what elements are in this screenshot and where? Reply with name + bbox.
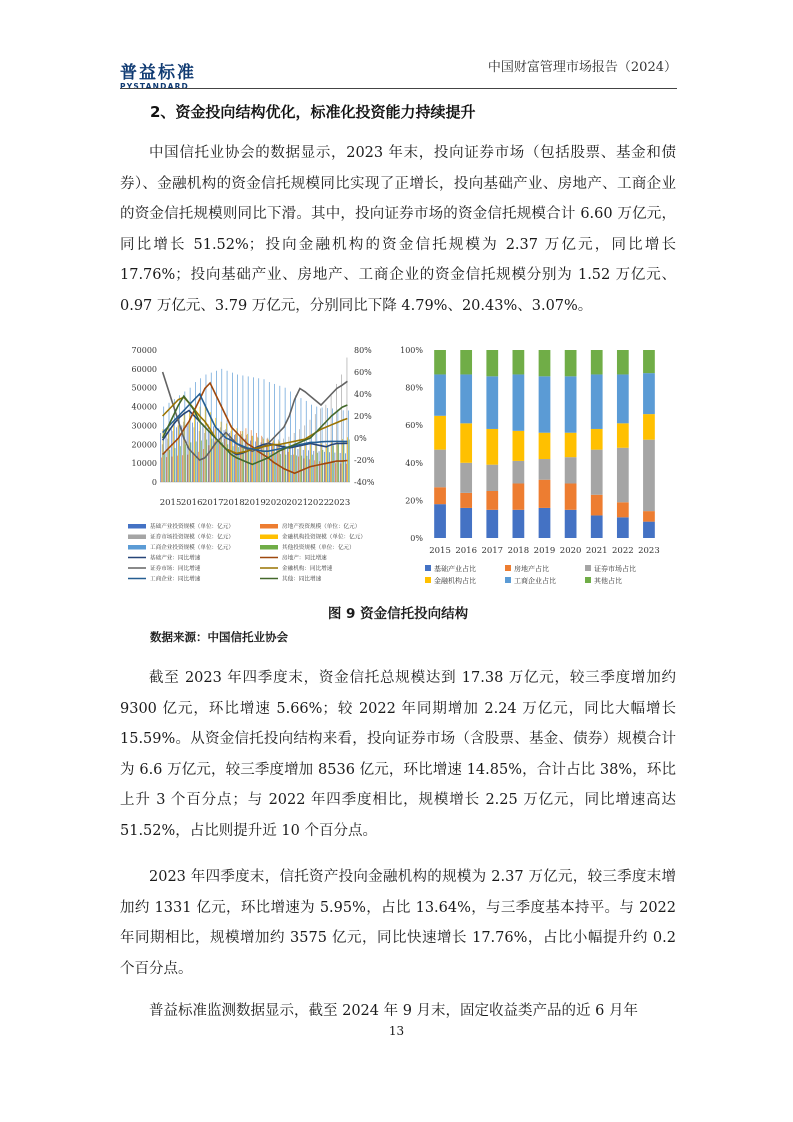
bar — [221, 422, 222, 482]
bar — [287, 447, 288, 482]
stacked-bar-segment — [591, 429, 603, 450]
bar — [338, 409, 339, 482]
y-tick-label: 80% — [405, 383, 423, 393]
bar — [288, 452, 289, 482]
bar — [254, 450, 255, 482]
bar — [279, 441, 280, 482]
bar — [209, 445, 210, 482]
y-tick-label: 20000 — [131, 440, 157, 450]
y2-tick-label: 40% — [354, 390, 372, 399]
bar — [218, 428, 219, 482]
legend-swatch — [128, 524, 146, 529]
legend-label: 工商企业占比 — [514, 577, 556, 585]
stacked-bar-segment — [434, 487, 446, 504]
body-paragraph: 普益标准监测数据显示，截至 2024 年 9 月末，固定收益类产品的近 6 月年 — [149, 1003, 639, 1019]
stacked-bar-segment — [460, 374, 472, 423]
bar — [280, 386, 281, 482]
legend-label: 房地产：同比增速 — [282, 555, 327, 562]
bar — [296, 455, 297, 482]
logo-subtitle: PYSTANDARD — [120, 82, 189, 91]
bar — [160, 433, 161, 482]
stacked-bar-segment — [617, 448, 629, 503]
publisher-logo — [120, 64, 196, 91]
legend-swatch — [128, 535, 146, 540]
stacked-bar-segment — [513, 350, 525, 374]
investment-scale-chart — [128, 346, 375, 583]
bar — [168, 425, 169, 482]
bar — [184, 412, 185, 482]
x-tick-label: 2021 — [585, 546, 608, 556]
bar — [201, 441, 202, 482]
stacked-bar-segment — [565, 350, 577, 376]
bar — [322, 408, 323, 482]
legend-label: 工商企业投资规模（单位：亿元） — [150, 545, 234, 551]
bar — [252, 436, 253, 482]
bar — [237, 375, 238, 482]
x-tick-label: 2023 — [638, 546, 660, 556]
x-tick-label: 2019 — [533, 546, 556, 556]
bar — [319, 451, 320, 482]
bar — [316, 444, 317, 482]
bar — [164, 452, 165, 482]
stacked-bar-segment — [434, 350, 446, 374]
stacked-bar-segment — [486, 350, 498, 376]
bar — [176, 427, 177, 482]
bar — [303, 450, 304, 482]
bar — [188, 455, 189, 482]
bar — [269, 382, 270, 482]
x-tick-label: 2017 — [201, 498, 224, 508]
bar — [240, 431, 241, 482]
bar — [321, 443, 322, 482]
y-tick-label: 30000 — [131, 421, 157, 431]
bar — [172, 431, 173, 482]
bar — [344, 441, 345, 482]
bar — [247, 434, 248, 482]
bar — [248, 376, 249, 482]
stacked-bar-segment — [643, 440, 655, 511]
bar — [340, 453, 341, 482]
figure-caption: 图 9 资金信托投向结构 — [327, 606, 469, 622]
y-tick-label: 10000 — [131, 459, 157, 469]
legend-swatch — [260, 545, 278, 550]
bar — [298, 457, 299, 482]
y-tick-label: 0% — [410, 534, 423, 543]
section-heading: 2、资金投向结构优化，标准化投资能力持续提升 — [150, 103, 476, 121]
x-tick-label: 2023 — [328, 498, 351, 508]
bar — [214, 441, 215, 482]
x-tick-label: 2017 — [481, 546, 504, 556]
bar — [274, 384, 275, 482]
bar — [217, 441, 218, 482]
x-tick-label: 2020 — [265, 498, 287, 508]
bar — [169, 403, 170, 482]
bar — [317, 453, 318, 482]
bar — [283, 449, 284, 482]
legend-label: 其他投资规模（单位：亿元） — [282, 545, 355, 551]
bar — [197, 422, 198, 482]
y-tick-label: 60000 — [131, 364, 157, 374]
y-tick-label: 50000 — [131, 383, 157, 393]
bar — [258, 438, 259, 482]
bar — [258, 378, 259, 482]
x-tick-label: 2018 — [223, 498, 245, 508]
bar — [261, 436, 262, 482]
bar — [162, 444, 163, 482]
legend-swatch — [128, 545, 146, 550]
stacked-bar-segment — [486, 510, 498, 538]
y2-tick-label: 60% — [354, 368, 372, 377]
y2-tick-label: -40% — [354, 478, 375, 487]
x-tick-label: 2016 — [180, 498, 203, 508]
bar — [212, 439, 213, 482]
bar — [210, 412, 211, 482]
x-tick-label: 2020 — [559, 546, 582, 556]
bar — [251, 430, 252, 482]
stacked-bar-segment — [591, 450, 603, 495]
bar — [331, 395, 332, 482]
legend-swatch — [585, 565, 591, 571]
bar — [178, 416, 179, 482]
bar — [330, 463, 331, 482]
legend-swatch — [585, 577, 591, 583]
stacked-bar-segment — [591, 495, 603, 516]
bar — [328, 447, 329, 482]
bar — [196, 441, 197, 482]
bar — [333, 445, 334, 482]
bar — [185, 444, 186, 482]
legend-label: 金融机构占比 — [434, 577, 476, 585]
data-source-note: 数据来源：中国信托业协会 — [150, 630, 288, 644]
bar — [178, 425, 179, 482]
bar — [249, 449, 250, 482]
bar — [293, 455, 294, 482]
stacked-bar-segment — [513, 374, 525, 430]
bar — [335, 453, 336, 482]
bar — [349, 440, 350, 482]
legend-swatch — [425, 577, 431, 583]
bar — [345, 453, 346, 482]
bar — [295, 395, 296, 482]
bar — [322, 450, 323, 482]
bar — [200, 378, 201, 482]
legend-swatch — [425, 565, 431, 571]
bar — [343, 410, 344, 482]
bar — [203, 424, 204, 482]
bar — [326, 405, 327, 482]
bar — [200, 407, 201, 482]
bar — [166, 457, 167, 482]
stacked-bar-segment — [539, 480, 551, 508]
legend-label: 证券市场：同比增速 — [150, 566, 201, 572]
bar — [191, 442, 192, 482]
stacked-bar-segment — [486, 491, 498, 510]
bar — [243, 375, 244, 482]
bar — [222, 442, 223, 482]
bar — [203, 449, 204, 482]
bar — [173, 422, 174, 482]
bar — [283, 439, 284, 482]
stacked-bar-segment — [617, 374, 629, 423]
bar — [314, 460, 315, 482]
x-tick-label: 2016 — [455, 546, 477, 556]
bar — [175, 448, 176, 482]
legend-label: 房地产投资规模（单位：亿元） — [282, 524, 361, 530]
bar — [188, 424, 189, 482]
y-tick-label: 70000 — [131, 346, 157, 355]
header-divider — [120, 88, 677, 89]
stacked-bar-segment — [434, 504, 446, 538]
bar — [194, 408, 195, 482]
bar — [167, 439, 168, 482]
y-tick-label: 60% — [405, 421, 423, 431]
bar — [241, 434, 242, 482]
bar — [282, 446, 283, 482]
y-tick-label: 100% — [400, 346, 423, 355]
x-tick-label: 2015 — [429, 546, 451, 556]
bar — [221, 369, 222, 482]
bar — [286, 455, 287, 482]
bar — [245, 439, 246, 482]
stacked-bar-segment — [591, 350, 603, 374]
bar — [346, 464, 347, 482]
legend-label: 基础产业投资规模（单位：亿元） — [150, 524, 234, 530]
legend-label: 证券市场占比 — [594, 565, 636, 573]
stacked-bar-segment — [591, 374, 603, 429]
bar — [199, 431, 200, 482]
running-header-title: 中国财富管理市场报告（2024） — [487, 60, 677, 75]
legend-swatch — [505, 577, 511, 583]
stacked-bar-segment — [643, 350, 655, 373]
body-paragraph: 中国信托业协会的数据显示，2023 年末，投向证券市场（包括股票、基金和债券）、金融机构的资金信托规模同比实现了正增长，投向基础产业、房地产、工商企业的资金信托规模则同比下滑。其中，投向证券市场的资金信托规模合计 6.60 万亿元，同比增长 51.52%；投向金融机构的资金信托规模为 2.37 万亿元，同比增长 17.76%；投向基础产业、房地产、工商企业的资金信托规模分别为 1.52 万亿元、0.97 万亿元、3.79 万亿元，分别同比下降 4.79%、20.43%、3.07%。 — [120, 145, 676, 314]
bar — [336, 384, 337, 482]
bar — [266, 443, 267, 482]
bar — [285, 388, 286, 482]
bar — [306, 401, 307, 482]
x-tick-label: 2022 — [612, 546, 634, 556]
bar — [224, 439, 225, 482]
bar — [338, 443, 339, 482]
figure-charts — [120, 338, 676, 601]
bar — [329, 452, 330, 482]
bar — [264, 379, 265, 482]
x-tick-label: 2018 — [507, 546, 530, 556]
legend-swatch — [260, 535, 278, 540]
bar — [256, 433, 257, 482]
stacked-bar-segment — [565, 483, 577, 509]
legend-label: 金融机构：同比增速 — [282, 566, 333, 572]
bar — [172, 457, 173, 482]
stacked-bar-segment — [539, 350, 551, 376]
stacked-bar-segment — [643, 511, 655, 522]
bar — [166, 431, 167, 482]
legend-label: 其他：同比增速 — [282, 576, 322, 583]
bar — [289, 443, 290, 482]
bar — [161, 457, 162, 482]
legend-label: 房地产占比 — [514, 565, 549, 573]
x-tick-label: 2022 — [307, 498, 330, 508]
stacked-bar-segment — [591, 515, 603, 538]
stacked-bar-segment — [486, 429, 498, 465]
stacked-bar-segment — [643, 522, 655, 538]
x-tick-label: 2015 — [159, 498, 182, 508]
bar — [190, 388, 191, 482]
bar — [193, 454, 194, 482]
bar — [341, 464, 342, 482]
bar — [348, 411, 349, 482]
stacked-bar-segment — [460, 493, 472, 508]
stacked-bar-segment — [513, 431, 525, 461]
bar — [259, 451, 260, 482]
legend-label: 基础产业：同比增速 — [150, 555, 201, 562]
legend-swatch — [505, 565, 511, 571]
y-tick-label: 40000 — [131, 402, 157, 412]
y-tick-label: 0 — [151, 478, 157, 487]
stacked-bar-segment — [460, 463, 472, 493]
bar — [290, 391, 291, 482]
bar — [312, 455, 313, 482]
stacked-bar-segment — [617, 517, 629, 538]
bar — [182, 455, 183, 482]
bar — [180, 446, 181, 482]
bar — [325, 462, 326, 482]
bar — [304, 425, 305, 482]
bar — [216, 371, 217, 482]
bar — [291, 455, 292, 482]
x-tick-label: 2019 — [244, 498, 266, 508]
bar — [185, 391, 186, 482]
stacked-bar-segment — [460, 350, 472, 374]
bar — [219, 440, 220, 482]
bar — [205, 405, 206, 482]
stacked-bar-segment — [617, 502, 629, 517]
bar — [308, 450, 309, 482]
bar — [301, 456, 302, 482]
logo-wordmark: 普益标准 — [120, 63, 196, 83]
bar — [246, 428, 247, 482]
bar — [298, 449, 299, 482]
stacked-bar-segment — [565, 433, 577, 457]
bar — [211, 373, 212, 482]
bar — [230, 437, 231, 482]
bar — [300, 444, 301, 482]
bar — [294, 433, 295, 482]
stacked-bar-segment — [434, 416, 446, 450]
body-paragraph: 截至 2023 年四季度末，资金信托总规模达到 17.38 万亿元，较三季度增加约 9300 亿元，环比增速 5.66%；较 2022 年同期增加 2.24 万亿元，同比大幅增长 15.59%。从资金信托投向结构来看，投向证券市场（含股票、基金、债券）规模合计为 6.6 万亿元，较三季度增加 8536 亿元，环比增速 14.85%，合计占比 38%，环比上升 3 个百分点；与 2022 年四季度相比，规模增长 2.25 万亿元，同比增速高达 51.52%，占比则提升近 10 个百分点。 — [120, 670, 676, 839]
bar — [335, 463, 336, 482]
x-tick-label: 2021 — [286, 498, 309, 508]
legend-label: 证券市场投资规模（单位：亿元） — [150, 534, 234, 541]
bar — [299, 429, 300, 482]
stacked-bar-segment — [434, 450, 446, 488]
bar — [289, 437, 290, 482]
stacked-bar-segment — [539, 508, 551, 538]
bar — [315, 414, 316, 482]
stacked-bar-segment — [460, 423, 472, 462]
bar — [163, 407, 164, 482]
stacked-bar-segment — [486, 376, 498, 429]
stacked-bar-segment — [617, 423, 629, 447]
stacked-bar-segment — [539, 433, 551, 459]
legend-label: 金融机构投资规模（单位：亿元） — [282, 534, 366, 541]
bar — [177, 456, 178, 482]
bar — [310, 444, 311, 482]
bar — [209, 430, 210, 482]
bar — [250, 441, 251, 482]
bar — [224, 430, 225, 482]
bar — [171, 429, 172, 482]
stacked-bar-segment — [617, 350, 629, 374]
investment-share-chart — [400, 346, 660, 585]
stacked-bar-segment — [486, 465, 498, 491]
legend-swatch — [260, 524, 278, 529]
stacked-bar-segment — [434, 374, 446, 415]
stacked-bar-segment — [513, 483, 525, 509]
bar — [206, 440, 207, 482]
bar — [187, 424, 188, 482]
bar — [295, 444, 296, 482]
bar — [253, 377, 254, 482]
bar — [169, 450, 170, 482]
legend-label: 基础产业占比 — [434, 565, 476, 573]
bar — [347, 358, 348, 482]
bar — [179, 395, 180, 482]
bar — [280, 454, 281, 482]
bar — [341, 375, 342, 482]
stacked-bar-segment — [643, 373, 655, 414]
bar — [310, 420, 311, 482]
y2-tick-label: 80% — [354, 346, 372, 355]
stacked-bar-segment — [539, 459, 551, 480]
body-paragraph: 2023 年四季度末，信托资产投向金融机构的规模为 2.37 万亿元，较三季度末增加约 1331 亿元，环比增速为 5.95%，占比 13.64%，与三季度基本持平。与 2022 年同期相比，规模增加约 3575 亿元，同比快速增长 17.76%，占比小幅提升约 0.2 个百分点。 — [120, 869, 676, 977]
bar — [252, 436, 253, 482]
y-tick-label: 20% — [405, 496, 423, 506]
figure-panel — [120, 338, 676, 601]
stacked-bar-segment — [643, 414, 655, 440]
y2-tick-label: 20% — [354, 412, 372, 421]
stacked-bar-segment — [513, 461, 525, 484]
y2-tick-label: -20% — [354, 456, 375, 465]
bar — [309, 459, 310, 482]
bar — [227, 371, 228, 482]
stacked-bar-segment — [460, 508, 472, 538]
bar — [257, 437, 258, 482]
stacked-bar-segment — [513, 510, 525, 538]
legend-label: 其他占比 — [594, 577, 622, 585]
bar — [347, 437, 348, 482]
y-tick-label: 40% — [405, 458, 423, 468]
y2-tick-label: 0% — [354, 434, 367, 443]
stacked-bar-segment — [565, 376, 577, 432]
stacked-bar-segment — [565, 510, 577, 538]
page-number: 13 — [388, 1024, 405, 1038]
bar — [292, 448, 293, 482]
bar — [305, 444, 306, 482]
stacked-bar-segment — [539, 376, 551, 432]
legend-label: 工商企业：同比增速 — [150, 576, 201, 583]
bar — [198, 452, 199, 482]
bar — [275, 454, 276, 482]
stacked-bar-segment — [565, 457, 577, 483]
bar — [324, 452, 325, 482]
bar — [220, 427, 221, 482]
